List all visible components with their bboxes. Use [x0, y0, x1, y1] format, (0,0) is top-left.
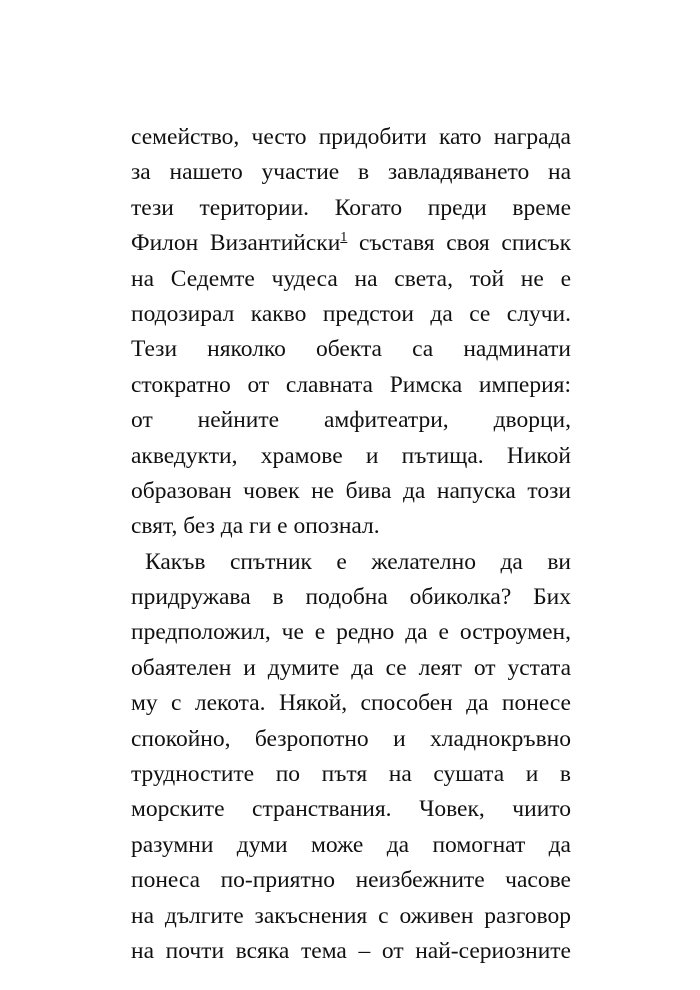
text-line: му с лекота. Някой, способен да понесе [131, 690, 571, 717]
text-line: стократно от славната Римска империя: [131, 371, 571, 398]
text-line: придружава в подобна обиколка? Бих [131, 584, 571, 611]
text-line: на почти всяка тема – от най-сериозните [131, 937, 571, 964]
text-line: предположил, че е редно да е остроумен, [131, 619, 571, 646]
text-line: тези територии. Когато преди време [131, 194, 571, 221]
paragraph-2 [131, 545, 571, 970]
paragraph-1 [131, 120, 571, 545]
text-line: за нашето участие в завладяването на [131, 159, 571, 186]
text-line: на дългите закъснения с оживен разговор [131, 902, 571, 929]
text-line: на Седемте чудеса на света, той не е [131, 265, 571, 292]
text-line: Тези няколко обекта са надминати [131, 336, 571, 363]
text-line: семейство, често придобити като награда [131, 124, 571, 150]
text-line: понеса по-приятно неизбежните часове [131, 867, 571, 894]
text-line: свят, без да ги е опознал. [131, 513, 380, 540]
body-text [131, 120, 571, 969]
text-line: морските странствания. Човек, чиито [131, 796, 571, 823]
text-line: трудностите по пътя на сушата и в [131, 761, 571, 788]
text-line: подозирал какво предстои да се случи. [131, 300, 571, 327]
text-line: спокойно, безропотно и хладнокръвно [131, 725, 571, 752]
footnote-reference[interactable]: 1 [340, 230, 348, 246]
text-segment: съставя своя списък [347, 230, 571, 257]
text-line-with-footnote [131, 226, 571, 261]
text-line: разумни думи може да помогнат да [131, 831, 571, 858]
text-line: образован човек не бива да напуска този [131, 477, 571, 504]
text-line: Какъв спътник е желателно да ви [145, 548, 571, 575]
text-line: от нейните амфитеатри, дворци, [131, 407, 571, 434]
text-line: акведукти, храмове и пътища. Никой [131, 442, 571, 469]
text-line: обаятелен и думите да се леят от устата [131, 654, 571, 681]
text-segment: Филон Византийски [131, 230, 341, 257]
